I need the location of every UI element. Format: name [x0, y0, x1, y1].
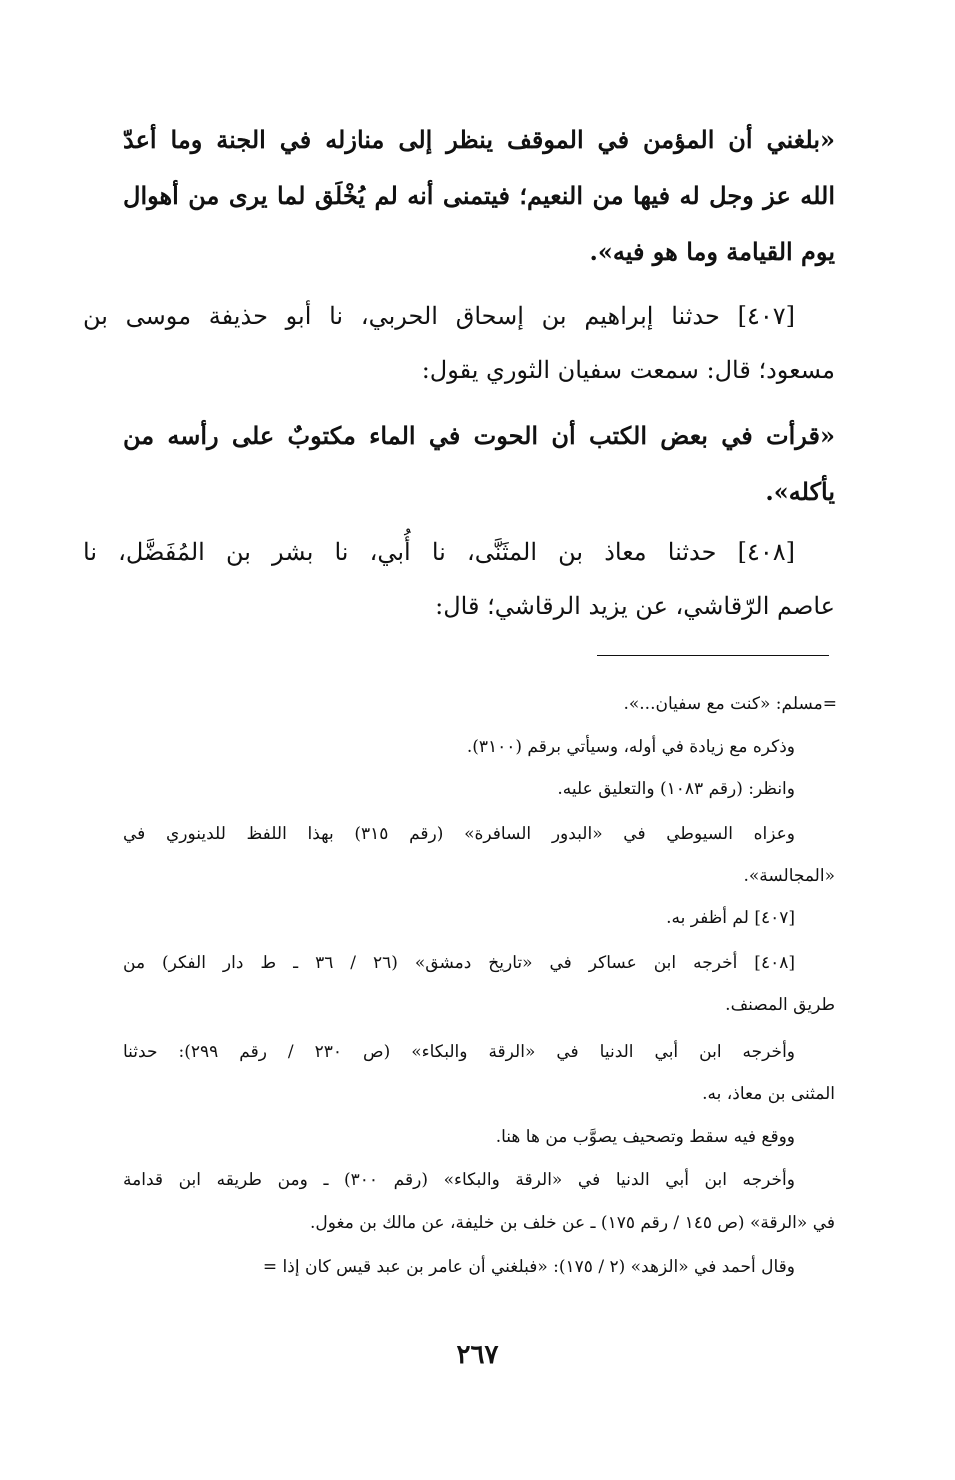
- footnote-line-4: وعزاه السيوطي في «البدور السافرة» (رقم ٣١٥) بهذا اللفظ للدينوري في: [123, 824, 795, 844]
- quote-1-line-2: الله عز وجل له فيها من النعيم؛ فيتمنى أنه لم يُخْلَق لما يرى من أهوال: [123, 181, 835, 210]
- entry-408-line-2: عاصم الرّقاشي، عن يزيد الرقاشي؛ قال:: [435, 592, 835, 620]
- quote-1-line-1: «بلغني أن المؤمن في الموقف ينظر إلى منازله في الجنة وما أعدّ: [123, 125, 835, 154]
- footnote-line-13: في «الرقة» (ص ١٤٥ / رقم ١٧٥) ـ عن خلف بن خليفة، عن مالك بن مغول.: [309, 1213, 835, 1233]
- footnote-line-9: وأخرجه ابن أبي الدنيا في «الرقة والبكاء» (ص ٢٣٠ / رقم ٢٩٩): حدثنا: [123, 1042, 795, 1062]
- footnote-line-6: [٤٠٧] لم أظفر به.: [666, 908, 795, 928]
- footnote-line-10: المثنى بن معاذ، به.: [702, 1084, 835, 1104]
- footnote-line-3: وانظر: (رقم ١٠٨٣) والتعليق عليه.: [557, 779, 795, 799]
- footnote-line-11: ووقع فيه سقط وتصحيف يصوَّب من ها هنا.: [495, 1127, 795, 1147]
- footnote-line-14: وقال أحمد في «الزهد» (٢ / ١٧٥): «فبلغني أن عامر بن عبد قيس كان إذا =: [262, 1257, 795, 1277]
- page-number: ٢٦٧: [456, 1340, 499, 1370]
- entry-408-line-1: [٤٠٨] حدثنا معاذ بن المثَنَّى، نا أُبي، نا بشر بن المُفَضَّل، نا: [83, 538, 795, 566]
- footnote-line-7: [٤٠٨] أخرجه ابن عساكر في «تاريخ دمشق» (٢٦ / ٣٦ ـ ط دار الفكر) من: [123, 953, 795, 973]
- footnote-line-8: طريق المصنف.: [725, 995, 835, 1015]
- footnote-separator: [597, 655, 829, 656]
- quote-2-line-2: يأكله».: [765, 477, 835, 506]
- footnote-line-5: «المجالسة».: [743, 866, 835, 886]
- quote-1-line-3: يوم القيامة وما هو فيه».: [589, 237, 835, 266]
- footnote-line-2: وذكره مع زيادة في أوله، وسيأتي برقم (٣١٠٠).: [466, 737, 795, 757]
- footnote-line-12: وأخرجه ابن أبي الدنيا في «الرقة والبكاء» (رقم ٣٠٠) ـ ومن طريقه ابن قدامة: [123, 1170, 795, 1190]
- entry-407-line-2: مسعود؛ قال: سمعت سفيان الثوري يقول:: [421, 356, 835, 384]
- footnote-line-1: =مسلم: «كنت مع سفيان...».: [623, 694, 837, 714]
- entry-407-line-1: [٤٠٧] حدثنا إبراهيم بن إسحاق الحربي، نا أبو حذيفة موسى بن: [83, 302, 795, 330]
- quote-2-line-1: «قرأت في بعض الكتب أن الحوت في الماء مكتوبٌ على رأسه من: [123, 421, 835, 450]
